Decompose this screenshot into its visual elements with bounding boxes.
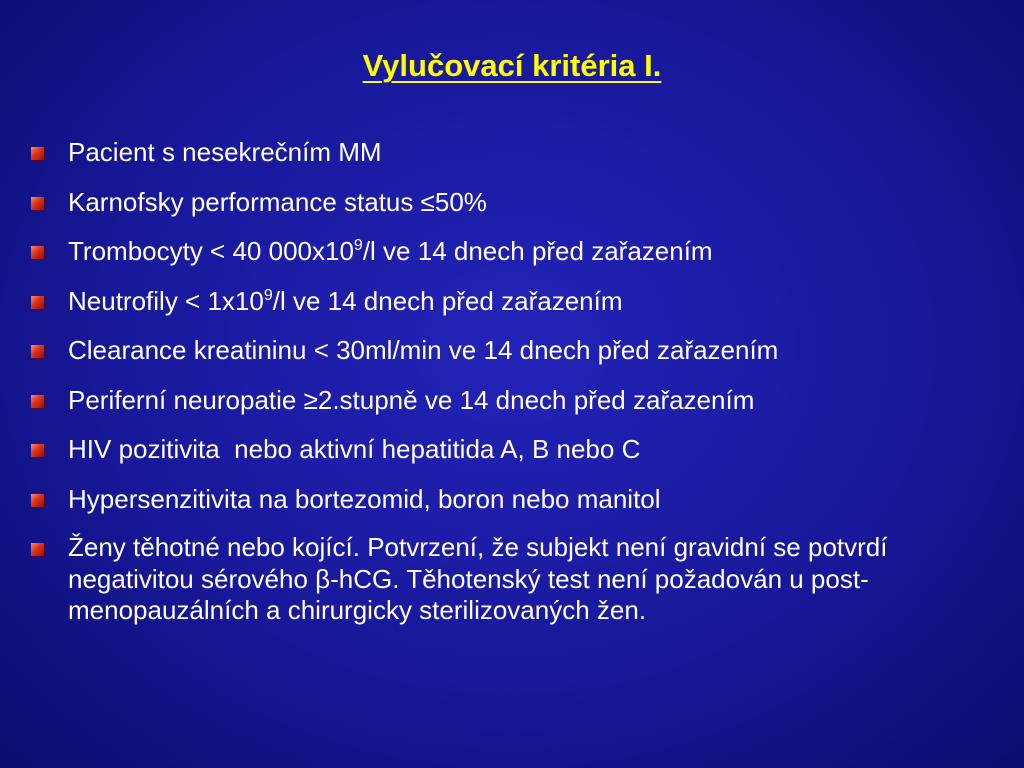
list-item-text-end: /l ve 14 dnech před zařazením [272,285,623,316]
list-item [30,483,1015,515]
square-bullet-icon [31,543,44,556]
list-item-text-start: Neutrofily < 1x10 [68,285,264,316]
square-bullet-icon [31,494,44,507]
list-item [30,384,1015,416]
square-bullet-icon [31,197,44,210]
square-bullet-icon [31,296,44,309]
list-item [30,285,1015,317]
list-item [30,532,1015,627]
list-item-text-end: /l ve 14 dnech před zařazením [362,236,713,266]
list-item-text: Pacient s nesekrečním MM [68,137,382,167]
list-item-text: Clearance kreatininu < 30ml/min ve 14 dnech před zařazením [68,335,779,365]
square-bullet-icon [31,147,44,160]
square-bullet-icon [31,246,44,259]
exponent: 9 [263,286,273,304]
square-bullet-icon [31,395,44,408]
list-item [30,334,1015,366]
square-bullet-icon [31,345,44,358]
square-bullet-icon [31,444,44,457]
list-item-text: Hypersenzitivita na bortezomid, boron nebo manitol [68,483,661,514]
exponent: 9 [353,237,363,254]
list-item [30,136,1015,168]
list-item-text: Ženy těhotné nebo kojící. Potvrzení, že subjekt není gravidní se potvrdí negativitou sérového β-hCG. Těhotenský test není požadován u post-menopauzálních a chirurgicky sterilizovaných žen. [68,532,888,625]
list-item-text: HIV pozitivita nebo aktivní hepatitida A, B nebo C [68,434,641,464]
list-item-text-start: Trombocyty < 40 000x10 [68,236,354,266]
list-item [30,235,1015,267]
list-item [30,433,1015,465]
slide-title: Vylučovací kritéria I. [362,48,662,83]
list-item-text: Karnofsky performance status ≤50% [68,186,487,217]
list-item [30,186,1015,218]
list-item-text: Periferní neuropatie ≥2.stupně ve 14 dnech před zařazením [68,384,755,415]
criteria-list [30,136,1015,644]
